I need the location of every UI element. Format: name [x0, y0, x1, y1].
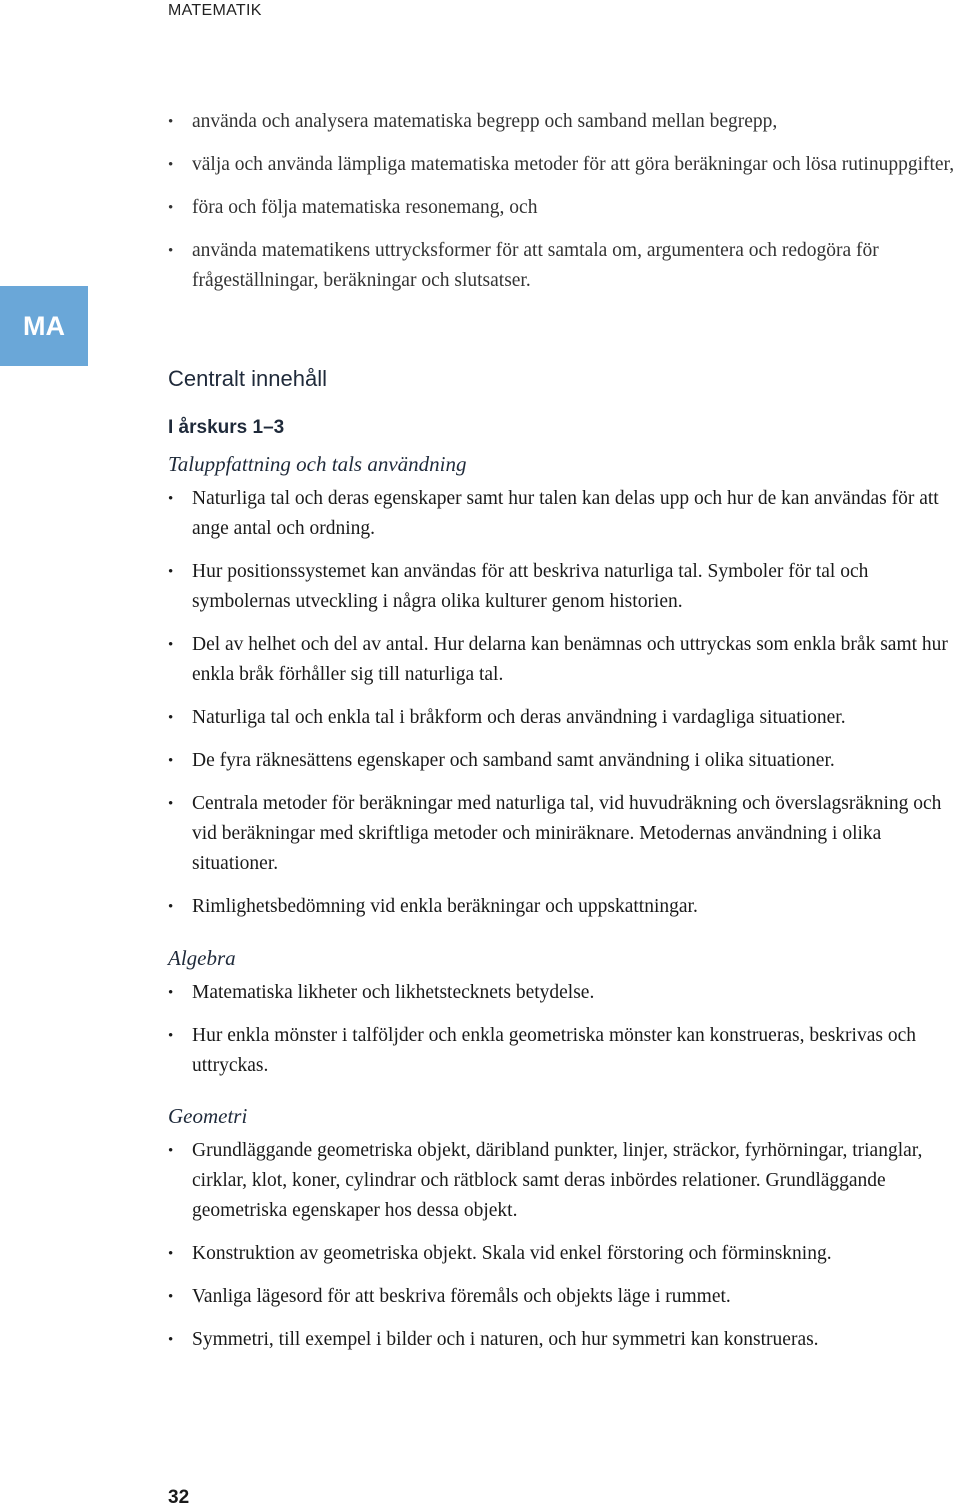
- bullet-icon: •: [168, 243, 174, 259]
- bullet-icon: •: [168, 753, 174, 769]
- list-item: • De fyra räknesättens egenskaper och samband samt användning i olika situationer.: [168, 746, 960, 776]
- bullet-icon: •: [168, 1332, 174, 1348]
- list-item: • Symmetri, till exempel i bilder och i naturen, och hur symmetri kan konstrueras.: [168, 1325, 960, 1355]
- bullet-icon: •: [168, 114, 174, 130]
- list-item: • Vanliga lägesord för att beskriva föremåls och objekts läge i rummet.: [168, 1282, 960, 1312]
- grade-subtitle: I årskurs 1–3: [168, 417, 285, 438]
- topic-list-taluppfattning: [168, 484, 960, 935]
- list-item: • använda matematikens uttrycksformer för att samtala om, argumentera och redogöra för frågeställningar, beräkningar och slutsatser.: [168, 236, 958, 296]
- bullet-icon: •: [168, 899, 174, 915]
- bullet-icon: •: [168, 1289, 174, 1305]
- list-item: • Rimlighetsbedömning vid enkla beräkningar och uppskattningar.: [168, 892, 960, 922]
- list-item: • Del av helhet och del av antal. Hur delarna kan benämnas och uttryckas som enkla bråk samt hur enkla bråk förhåller sig till naturliga tal.: [168, 630, 960, 690]
- list-item: • Konstruktion av geometriska objekt. Skala vid enkel förstoring och förminskning.: [168, 1239, 960, 1269]
- list-item: • Hur enkla mönster i talföljder och enkla geometriska mönster kan konstrueras, beskrivas och uttryckas.: [168, 1021, 960, 1081]
- bullet-icon: •: [168, 564, 174, 580]
- page-number: 32: [168, 1487, 190, 1508]
- bullet-icon: •: [168, 1143, 174, 1159]
- bullet-icon: •: [168, 1028, 174, 1044]
- running-head: MATEMATIK: [168, 2, 262, 19]
- list-item: • Naturliga tal och enkla tal i bråkform och deras användning i vardagliga situationer.: [168, 703, 960, 733]
- subject-tab: MA: [0, 286, 88, 366]
- list-item: • föra och följa matematiska resonemang, och: [168, 193, 958, 223]
- bullet-icon: •: [168, 710, 174, 726]
- list-item: • Hur positionssystemet kan användas för att beskriva naturliga tal. Symboler för tal och symbolernas utveckling i några olika kulturer genom historien.: [168, 557, 960, 617]
- topic-list-algebra: [168, 978, 960, 1094]
- topic-list-geometri: [168, 1136, 960, 1368]
- list-item: • Matematiska likheter och likhetstecknets betydelse.: [168, 978, 960, 1008]
- list-item: • välja och använda lämpliga matematiska metoder för att göra beräkningar och lösa rutinuppgifter,: [168, 150, 958, 180]
- bullet-icon: •: [168, 491, 174, 507]
- list-item: • Grundläggande geometriska objekt, däribland punkter, linjer, sträckor, fyrhörningar, trianglar, cirklar, klot, koner, cylindrar och rätblock samt deras inbördes relationer. Grundläggande geometriska egenskaper hos dessa objekt.: [168, 1136, 960, 1226]
- bullet-icon: •: [168, 637, 174, 653]
- topic-title-geometri: Geometri: [168, 1104, 248, 1128]
- list-item: • använda och analysera matematiska begrepp och samband mellan begrepp,: [168, 107, 958, 137]
- topic-title-algebra: Algebra: [168, 946, 236, 970]
- topic-title-taluppfattning: Taluppfattning och tals användning: [168, 452, 467, 476]
- section-title: Centralt innehåll: [168, 366, 327, 391]
- bullet-icon: •: [168, 985, 174, 1001]
- bullet-icon: •: [168, 157, 174, 173]
- intro-list: [168, 107, 958, 309]
- list-item: • Centrala metoder för beräkningar med naturliga tal, vid huvudräkning och överslagsräkning och vid beräkningar med skriftliga metoder och miniräknare. Metodernas användning i olika situationer.: [168, 789, 960, 879]
- bullet-icon: •: [168, 1246, 174, 1262]
- list-item: • Naturliga tal och deras egenskaper samt hur talen kan delas upp och hur de kan användas för att ange antal och ordning.: [168, 484, 960, 544]
- bullet-icon: •: [168, 200, 174, 216]
- bullet-icon: •: [168, 796, 174, 812]
